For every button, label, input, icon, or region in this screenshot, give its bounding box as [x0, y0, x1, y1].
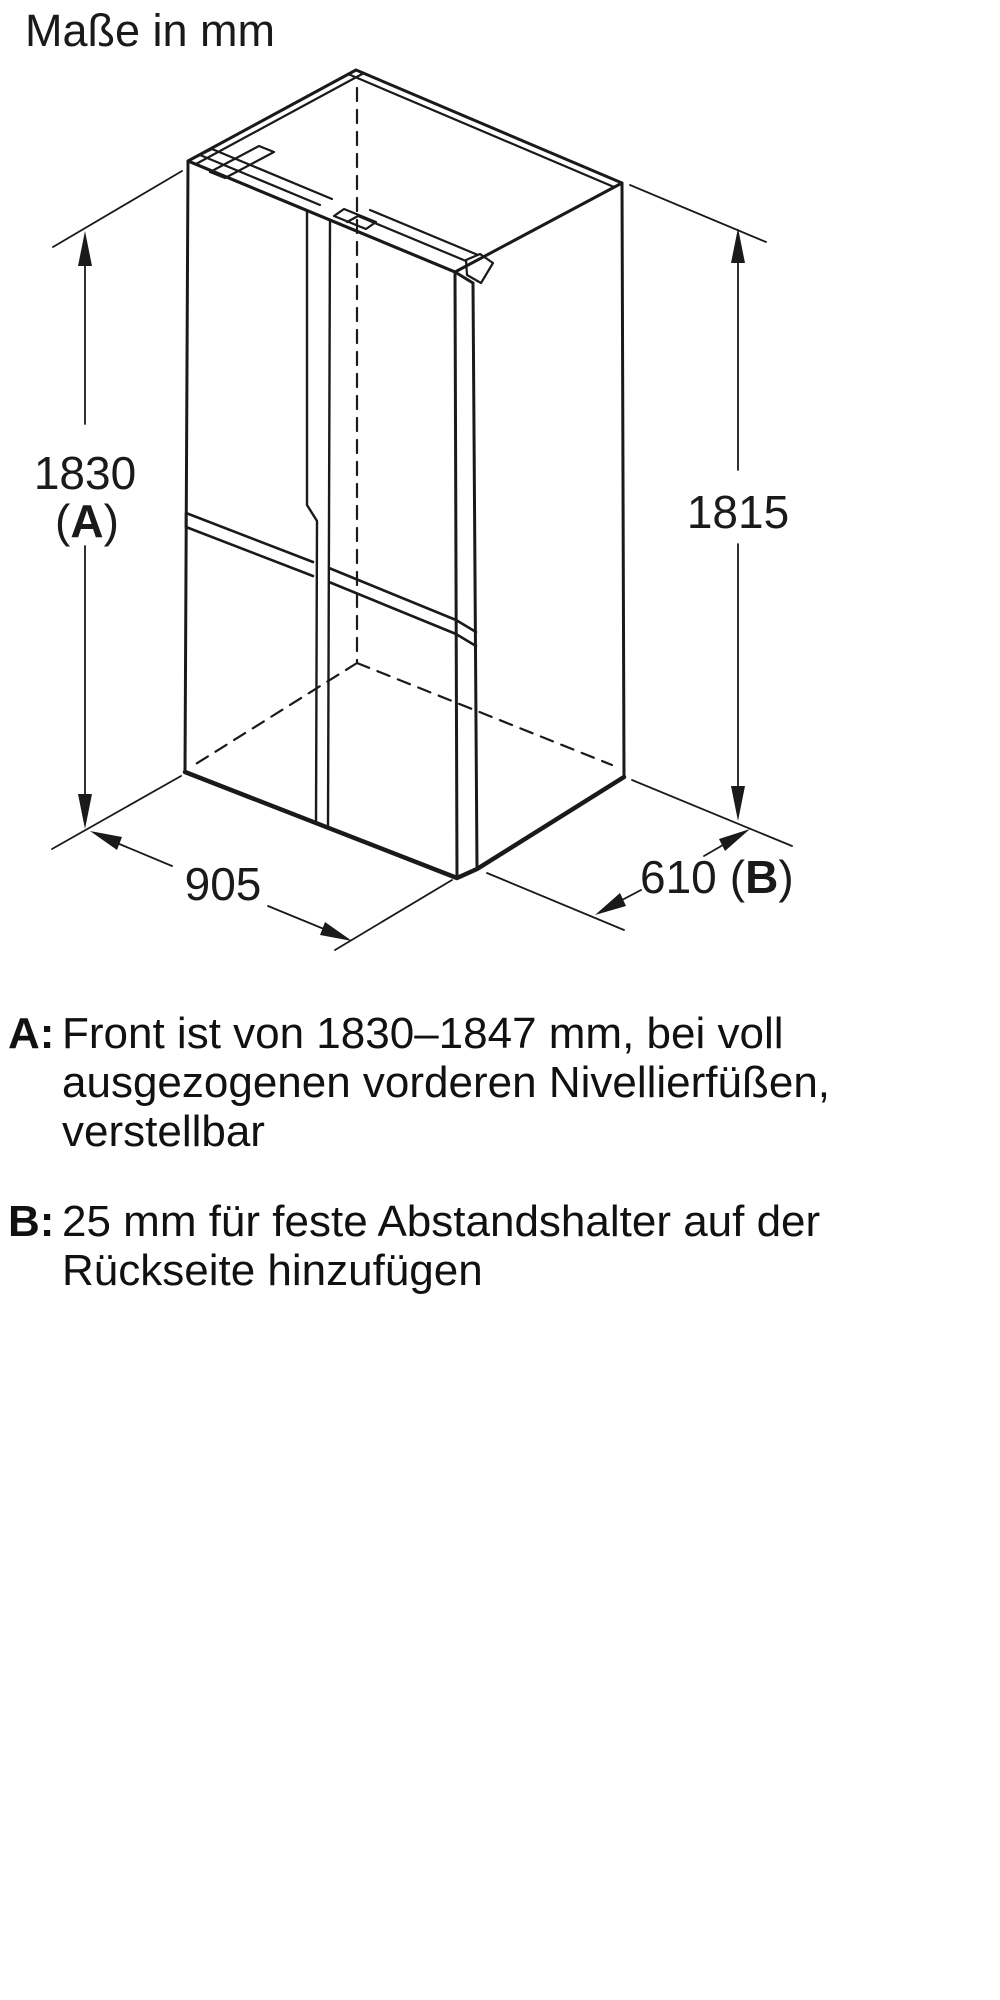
note-b-line-1: 25 mm für feste Abstandshalter auf der: [62, 1197, 821, 1246]
arrow-1815-down: [731, 786, 745, 821]
dimension-arrowheads: [78, 228, 750, 941]
note-b: [8, 1197, 928, 1295]
arrow-610-left: [595, 893, 626, 915]
door-gap: [307, 211, 330, 826]
hinge-plate-center: [334, 209, 376, 229]
label-height-front: 1830: [33, 447, 137, 499]
note-a-line-1: Front ist von 1830–1847 mm, bei voll: [62, 1009, 784, 1058]
note-a-text: [62, 1009, 928, 1156]
note-b-line-2: Rückseite hinzufügen: [62, 1246, 483, 1295]
label-height-back: 1815: [686, 486, 790, 538]
arrow-905-right: [320, 922, 352, 941]
page-title: Maße in mm: [25, 5, 276, 56]
note-b-text: [62, 1197, 928, 1295]
note-a-line-3: verstellbar: [62, 1107, 265, 1156]
fridge-top-face: [188, 70, 622, 272]
arrow-905-left: [90, 831, 122, 850]
arrow-610-right: [719, 829, 750, 851]
dimension-lines: [52, 171, 792, 950]
arrow-1830-down: [78, 794, 92, 829]
note-a-label: A:: [8, 1009, 55, 1058]
label-width: 905: [184, 858, 262, 910]
door-top-slats: [190, 149, 478, 261]
extension-lines: [52, 171, 792, 950]
fridge-right-face: [455, 183, 624, 869]
fridge-front-face: [185, 161, 457, 878]
label-height-front-note: (A): [55, 495, 119, 547]
note-a: [8, 1009, 928, 1156]
door-split-band: [186, 513, 476, 646]
arrow-1830-up: [78, 231, 92, 266]
fridge-drawing: [185, 70, 624, 878]
dimension-labels: [34, 447, 794, 910]
note-a-line-2: ausgezogenen vorderen Nivellierfüßen,: [62, 1058, 831, 1107]
note-b-label: B:: [8, 1197, 55, 1246]
label-depth: 610 (B): [640, 851, 794, 903]
